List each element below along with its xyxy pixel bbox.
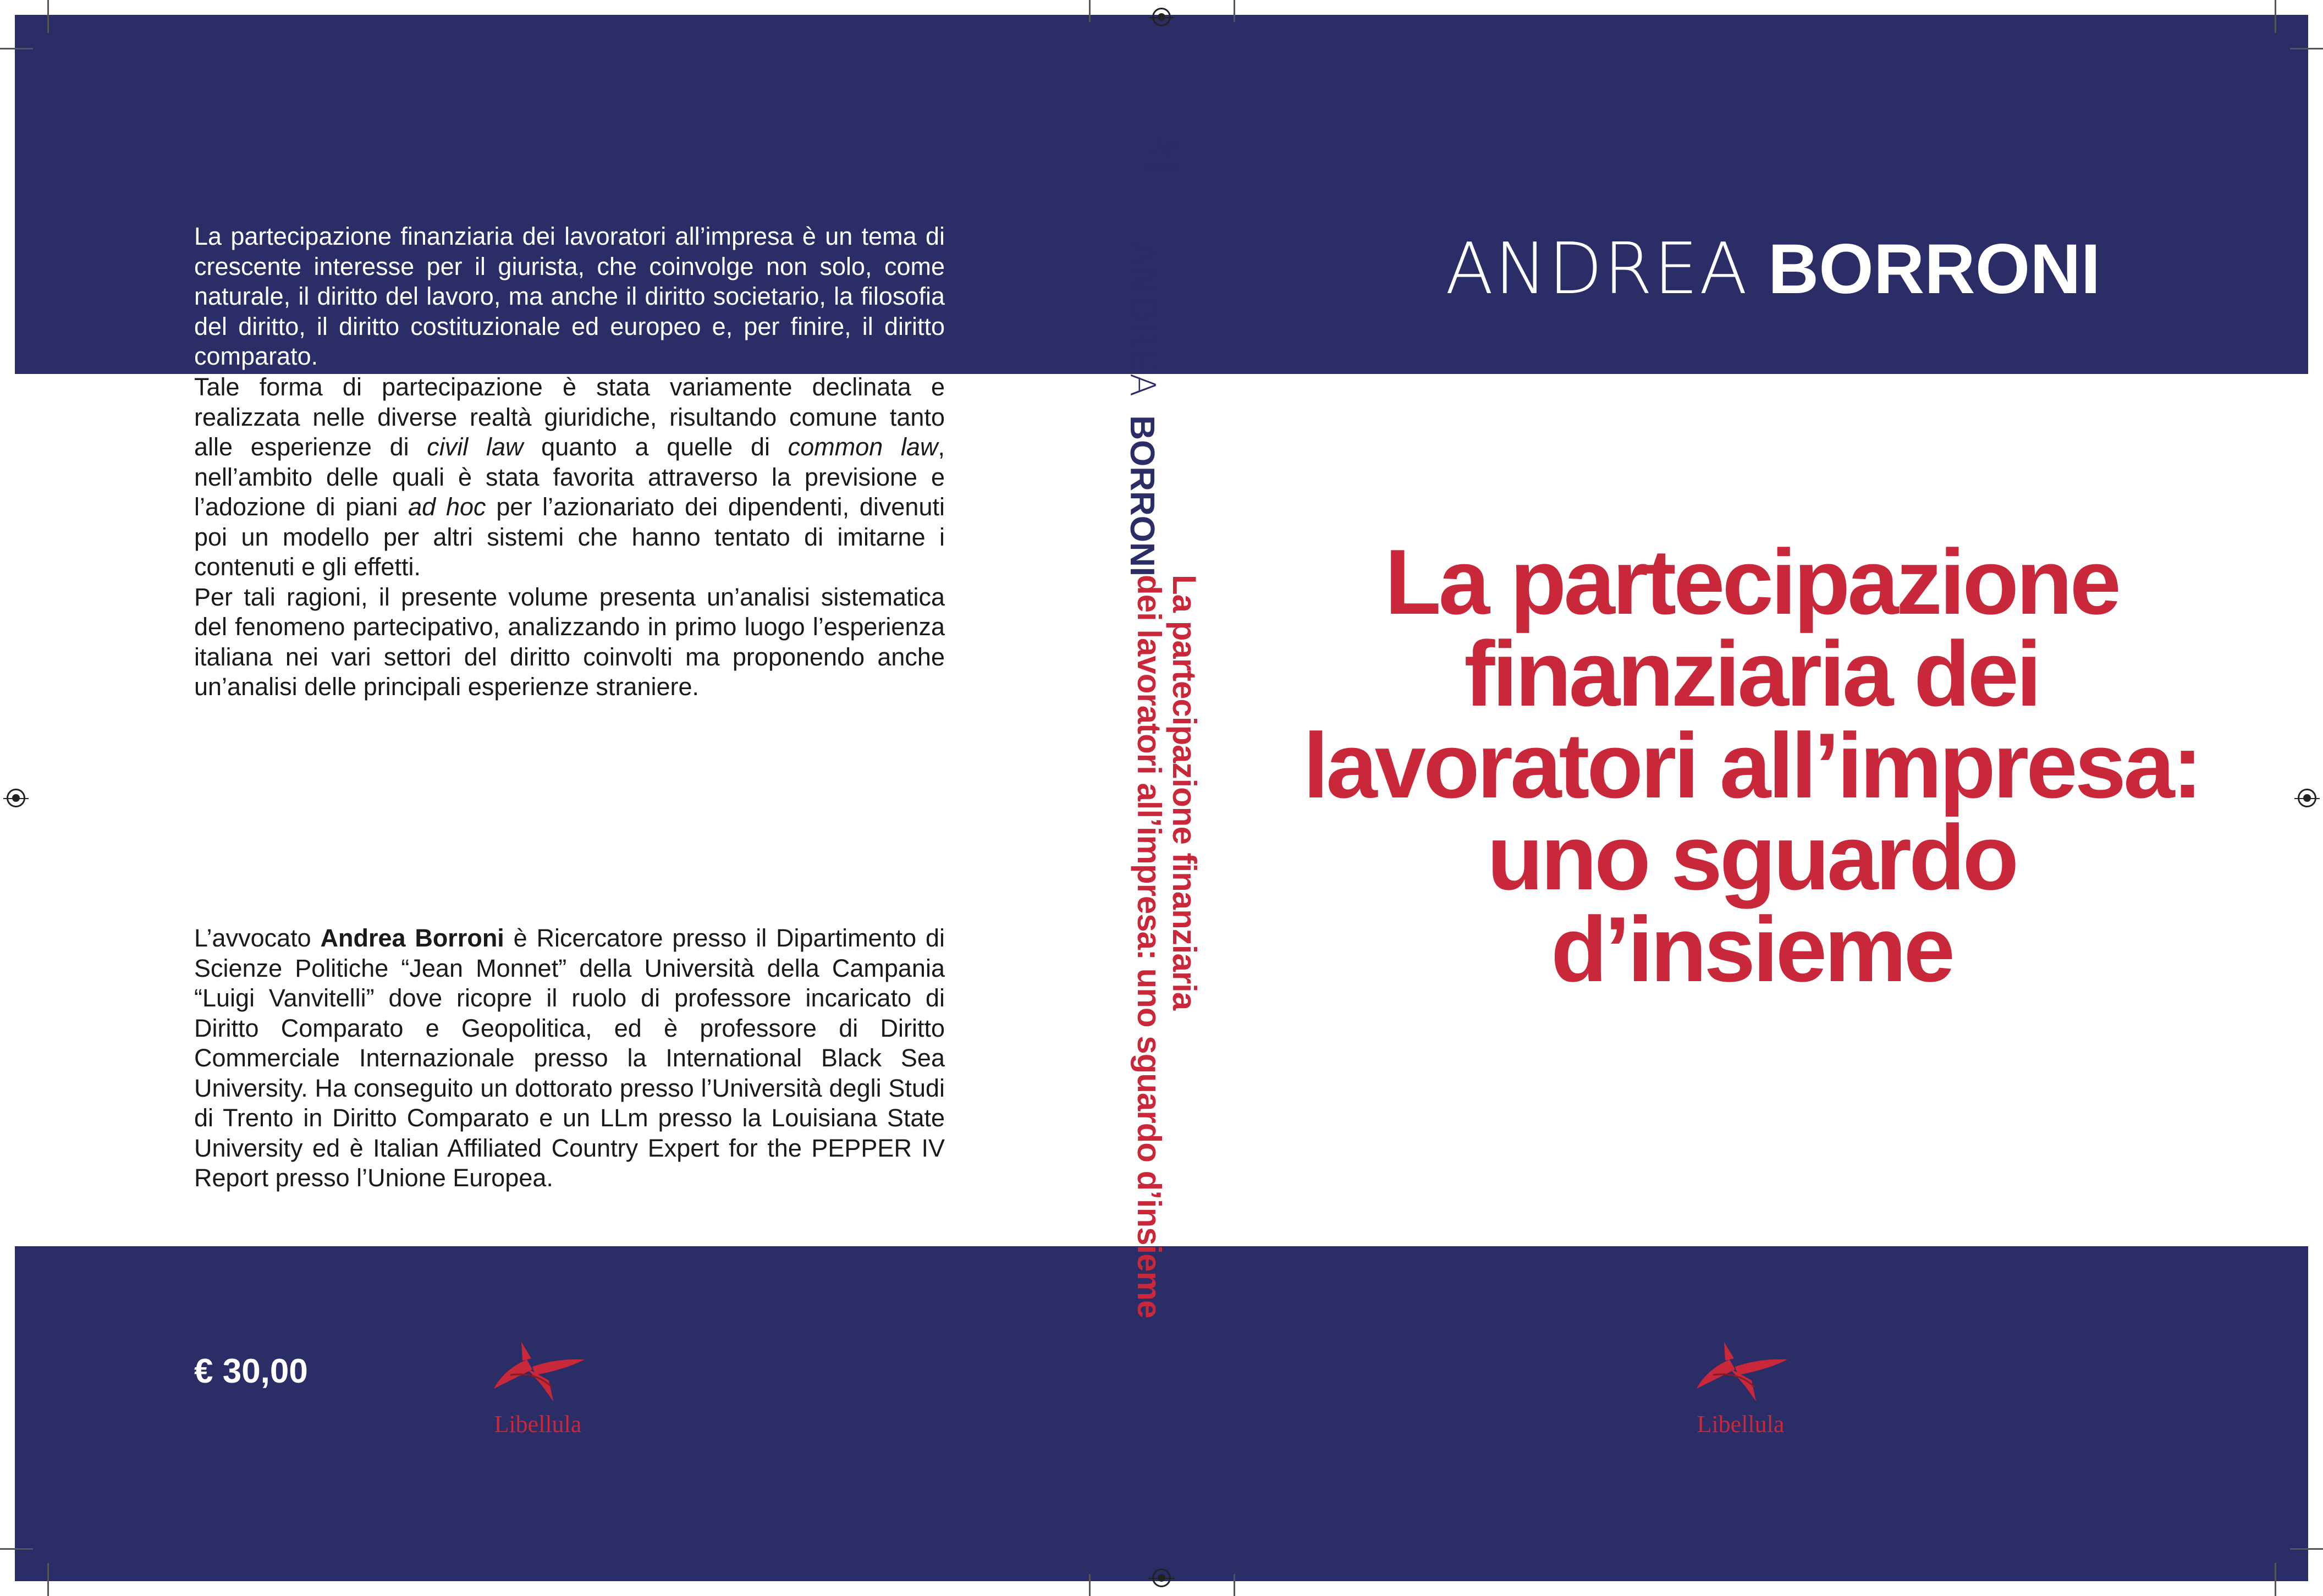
crop-mark xyxy=(2290,1548,2323,1550)
front-author-last: BORRONI xyxy=(1768,230,2101,309)
crop-mark xyxy=(47,1563,49,1596)
registration-mark xyxy=(2298,789,2316,807)
blurb-paragraph-2: Per tali ragioni, il presente volume presenta un’analisi sistematica del fenomeno partecipativo, analizzando in primo luogo l’esperienza italiana nei vari settori del diritto coinvolti ma proponendo anche un’analisi delle principali esperienze straniere. xyxy=(194,582,945,701)
spine-author xyxy=(1119,242,1166,576)
spine-publisher-name: Libellula xyxy=(1147,162,1179,172)
front-cover-title xyxy=(1298,530,2205,1001)
bio-paragraph xyxy=(194,923,945,1193)
title-line-3: lavoratori all’impresa: xyxy=(1303,714,2200,817)
author-bio xyxy=(194,923,945,1193)
spine-title-row-1 xyxy=(1166,575,1202,1318)
dragonfly-icon xyxy=(488,1336,587,1408)
publisher-name: Libellula xyxy=(1697,1411,1785,1438)
crop-mark xyxy=(1089,0,1091,22)
blurb-italic-ad-hoc: ad hoc xyxy=(408,493,486,521)
crop-mark xyxy=(1234,1574,1235,1596)
spine-author-row xyxy=(1119,242,1166,576)
blurb-text: quanto a quelle di xyxy=(523,433,788,461)
crop-mark xyxy=(0,48,33,49)
publisher-name: Libellula xyxy=(494,1411,582,1438)
bio-text: L’avvocato xyxy=(194,924,321,952)
bio-text: è Ricercatore presso il Dipartimento di Scienze Politiche “Jean Monnet” della Università della Campania “Luigi Vanvitelli” dove ricopre il ruolo di professore incaricato di Diritto Comparato e Geopolitica, ed è professore di Diritto Commerciale Internazionale presso la International Black Sea University. Ha conseguito un dottorato presso l’Università degli Studi di Trento in Diritto Comparato e un LLm presso la Louisiana State University ed è Italian Affiliated Country Expert for the PEPPER IV Report presso l’Unione Europea. xyxy=(194,924,945,1192)
crop-mark xyxy=(47,0,49,33)
price-label: € 30,00 xyxy=(194,1352,308,1390)
front-author-first: ANDREA xyxy=(1445,228,1749,310)
publisher-logo-back xyxy=(483,1336,593,1438)
back-cover-blurb-body xyxy=(194,372,945,702)
spine-title-line-1: La partecipazione finanziaria xyxy=(1166,575,1203,1010)
crop-mark xyxy=(2275,1563,2276,1596)
blurb-italic-common-law: common law xyxy=(788,433,938,461)
registration-mark xyxy=(7,789,25,807)
crop-mark xyxy=(2290,48,2323,49)
blurb-text: per l’azionariato dei dipendenti, divenuti poi un modello per altri sistemi che hanno tentato di imitarne i contenuti e gli effetti. xyxy=(194,493,945,581)
registration-mark xyxy=(1152,1569,1171,1587)
blurb-text: Tale forma di partecipazione è stata variamente declinata e realizzata nelle diverse realtà giuridiche, risultando comune tanto alle esperienze di xyxy=(194,373,945,461)
title-line-2: finanziaria dei xyxy=(1464,622,2039,725)
crop-mark xyxy=(1234,0,1235,22)
spine-title-line-2: dei lavoratori all’impresa: uno sguardo d’insieme xyxy=(1131,575,1168,1318)
back-cover-blurb-intro xyxy=(194,222,945,372)
front-cover-author xyxy=(1445,225,2101,313)
spine-publisher-logo xyxy=(1133,135,1193,172)
blurb-italic-civil-law: civil law xyxy=(427,433,524,461)
bio-author-name: Andrea Borroni xyxy=(320,924,504,952)
spine-author-first: ANDREA xyxy=(1122,242,1163,399)
title-line-5: d’insieme xyxy=(1551,898,1952,1001)
spine-title-row-2 xyxy=(1131,575,1166,1318)
blurb-paragraph-1 xyxy=(194,372,945,582)
dragonfly-icon xyxy=(1147,135,1180,162)
title-line-1: La partecipazione xyxy=(1384,530,2119,634)
blurb-text: , nell’ambito delle quali è stata favorita attraverso la previsione e l’adozione di piani xyxy=(194,433,945,521)
dragonfly-icon xyxy=(1691,1336,1790,1408)
spine-author-last: BORRONI xyxy=(1123,415,1161,576)
title-line-4: uno sguardo xyxy=(1487,806,2017,909)
publisher-logo-front xyxy=(1686,1336,1796,1438)
crop-mark xyxy=(1089,1574,1091,1596)
crop-mark xyxy=(0,1548,33,1550)
registration-mark xyxy=(1152,8,1171,26)
spine-title xyxy=(1131,575,1202,1318)
crop-mark xyxy=(2275,0,2276,33)
blurb-intro-text: La partecipazione finanziaria dei lavoratori all’impresa è un tema di crescente interesse per il giurista, che coinvolge non solo, come naturale, il diritto del lavoro, ma anche il diritto societario, la filosofia del diritto, il diritto costituzionale ed europeo e, per finire, il diritto comparato. xyxy=(194,222,945,370)
